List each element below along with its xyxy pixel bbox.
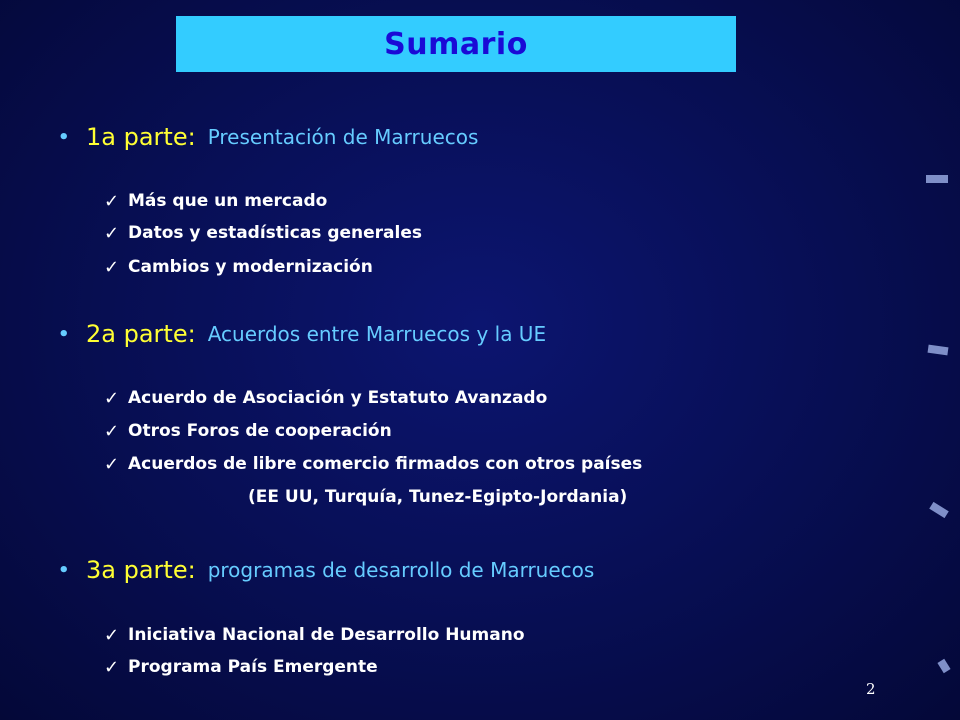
item-label: Más que un mercado xyxy=(128,191,328,211)
section-1-item-2 xyxy=(104,220,422,246)
section-1-label: 1a parte: xyxy=(86,123,196,151)
checkmark-icon: ✓ xyxy=(104,656,120,678)
bullet-icon: • xyxy=(58,559,70,581)
section-3-topic: programas de desarrollo de Marruecos xyxy=(207,558,595,582)
checkmark-icon: ✓ xyxy=(104,624,120,646)
bullet-icon: • xyxy=(58,323,70,345)
section-3-item-2 xyxy=(104,654,378,680)
page-number: 2 xyxy=(866,680,876,698)
slide-title: Sumario xyxy=(384,26,528,62)
checkmark-icon: ✓ xyxy=(104,387,120,409)
item-label: Datos y estadísticas generales xyxy=(128,223,422,243)
section-2-topic: Acuerdos entre Marruecos y la UE xyxy=(207,322,547,346)
decorative-dash xyxy=(929,502,949,518)
item-label: Acuerdo de Asociación y Estatuto Avanzado xyxy=(128,388,548,408)
item-label: Programa País Emergente xyxy=(128,657,378,677)
section-2-item-3-continuation xyxy=(248,484,627,510)
checkmark-icon: ✓ xyxy=(104,190,120,212)
section-2-label: 2a parte: xyxy=(86,320,196,348)
section-1-topic: Presentación de Marruecos xyxy=(207,125,479,149)
item-label: Acuerdos de libre comercio firmados con otros países xyxy=(128,454,643,474)
section-3-heading xyxy=(58,553,594,587)
item-label: Iniciativa Nacional de Desarrollo Humano xyxy=(128,625,525,645)
checkmark-icon: ✓ xyxy=(104,222,120,244)
section-2-item-2 xyxy=(104,418,392,444)
section-2-heading xyxy=(58,317,546,351)
section-2-item-3 xyxy=(104,451,642,477)
checkmark-icon: ✓ xyxy=(104,256,120,278)
section-1-item-1 xyxy=(104,188,327,214)
item-continuation: (EE UU, Turquía, Tunez-Egipto-Jordania) xyxy=(248,487,628,507)
decorative-dash xyxy=(928,345,949,356)
section-1-heading xyxy=(58,120,478,154)
section-1-item-3 xyxy=(104,254,373,280)
decorative-dash xyxy=(937,659,950,673)
decorative-dash xyxy=(926,175,948,183)
item-label: Otros Foros de cooperación xyxy=(128,421,392,441)
checkmark-icon: ✓ xyxy=(104,453,120,475)
item-label: Cambios y modernización xyxy=(128,257,373,277)
bullet-icon: • xyxy=(58,126,70,148)
section-3-label: 3a parte: xyxy=(86,556,196,584)
title-box xyxy=(176,16,736,72)
checkmark-icon: ✓ xyxy=(104,420,120,442)
section-2-item-1 xyxy=(104,385,547,411)
section-3-item-1 xyxy=(104,622,525,648)
